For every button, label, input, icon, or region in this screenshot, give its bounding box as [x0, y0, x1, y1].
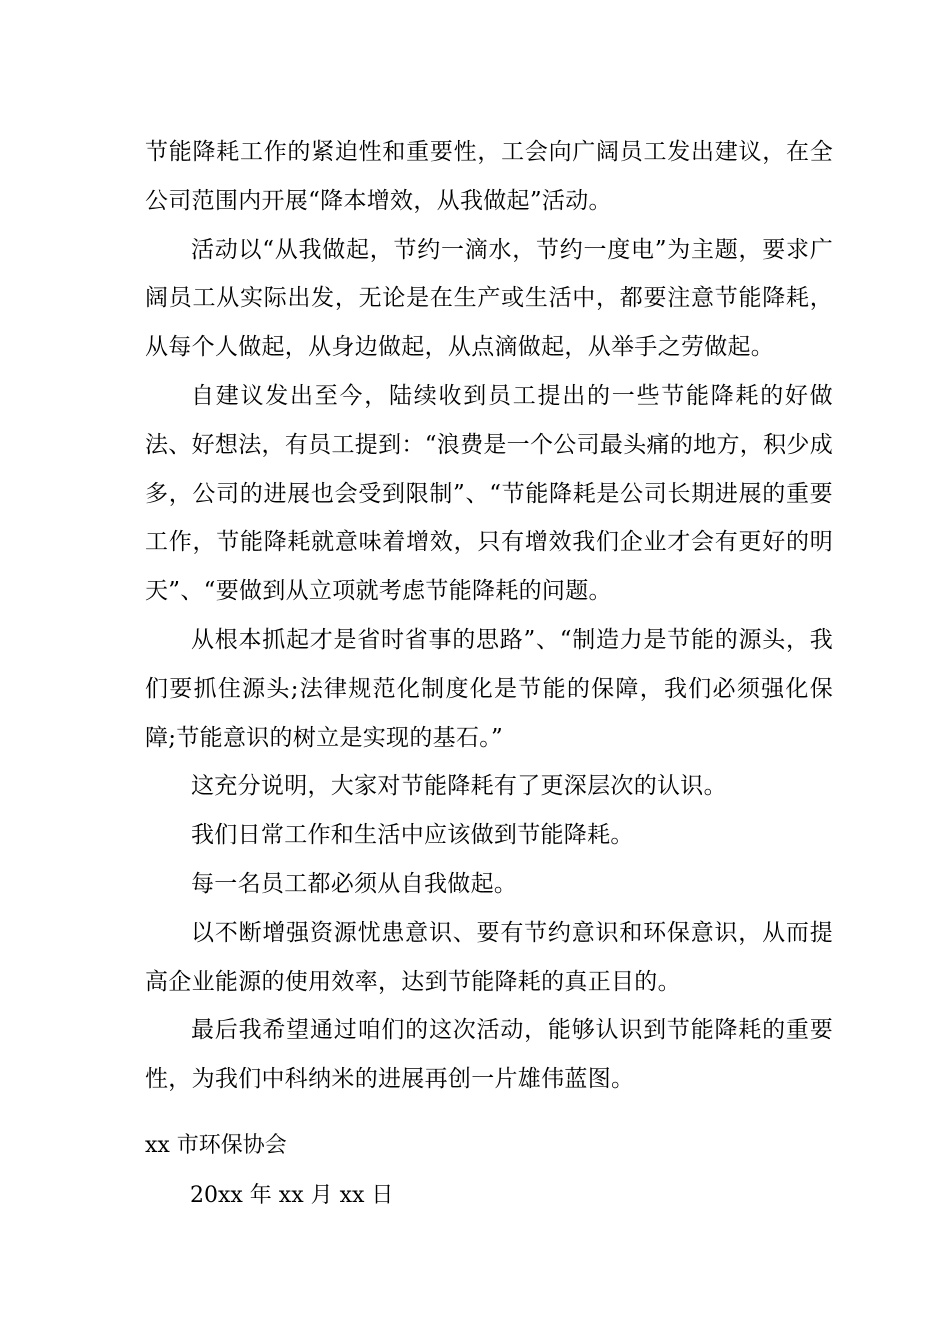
paragraph: 活动以“从我做起，节约一滴水，节约一度电”为主题，要求广阔员工从实际出发，无论是在生产或生活中，都要注意节能降耗，从每个人做起，从身边做起，从点滴做起，从举手之劳做起。 [145, 236, 833, 361]
signature-date: 20xx 年 xx 月 xx 日 [190, 1183, 394, 1208]
signature-organization: xx 市环保协会 [145, 1133, 287, 1158]
document-body [145, 128, 833, 1104]
paragraph: 自建议发出至今，陆续收到员工提出的一些节能降耗的好做法、好想法，有员工提到：“浪费是一个公司最头痛的地方，积少成多，公司的进展也会受到限制”、“节能降耗是公司长期进展的重要工作，节能降耗就意味着增效，只有增效我们企业才会有更好的明天”、“要做到从立项就考虑节能降耗的问题。 [145, 382, 833, 605]
paragraph: 以不断增强资源忧患意识、要有节约意识和环保意识，从而提高企业能源的使用效率，达到节能降耗的真正目的。 [145, 919, 833, 995]
paragraph: 从根本抓起才是省时省事的思路”、“制造力是节能的源头，我们要抓住源头;法律规范化制度化是节能的保障，我们必须强化保障;节能意识的树立是实现的基石。” [145, 626, 833, 751]
paragraph: 每一名员工都必须从自我做起。 [191, 870, 518, 897]
paragraph: 这充分说明，大家对节能降耗有了更深层次的认识。 [191, 773, 727, 800]
paragraph: 我们日常工作和生活中应该做到节能降耗。 [191, 822, 634, 849]
paragraph: 节能降耗工作的紧迫性和重要性，工会向广阔员工发出建议，在全公司范围内开展“降本增效，从我做起”活动。 [145, 139, 833, 214]
paragraph: 最后我希望通过咱们的这次活动，能够认识到节能降耗的重要性，为我们中科纳米的进展再创一片雄伟蓝图。 [145, 1017, 833, 1093]
